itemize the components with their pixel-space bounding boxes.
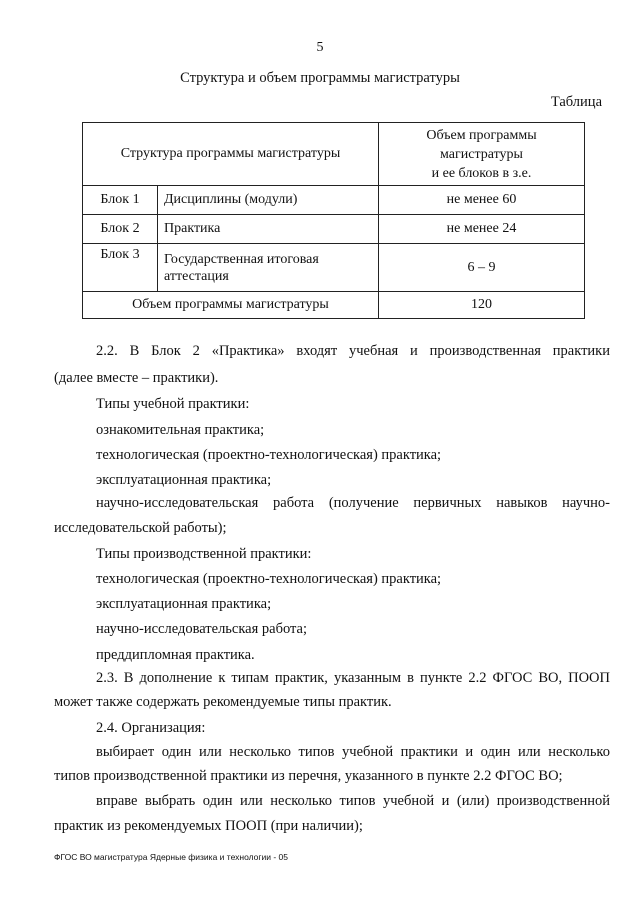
- paragraph-line: 2.4. Организация:: [96, 720, 206, 736]
- block-volume: не менее 60: [379, 186, 585, 215]
- block-name: Дисциплины (модули): [158, 186, 379, 215]
- paragraph-line: практик из рекомендуемых ПООП (при наличии);: [54, 818, 363, 834]
- paragraph-line: преддипломная практика.: [96, 647, 255, 663]
- header-volume: [379, 123, 585, 186]
- block-name-line: аттестация: [164, 268, 229, 284]
- header-structure: Структура программы магистратуры: [83, 123, 379, 186]
- block-id: Блок 3: [83, 244, 158, 292]
- block-volume: 6 – 9: [379, 244, 585, 292]
- paragraph-line: (далее вместе – практики).: [54, 370, 219, 386]
- block-name-line: Государственная итоговая: [164, 251, 319, 267]
- page-footer: ФГОС ВО магистратура Ядерные физика и технологии - 05: [54, 852, 288, 862]
- table-label: Таблица: [550, 94, 602, 110]
- block-id: Блок 1: [83, 186, 158, 215]
- table-title: Структура и объем программы магистратуры: [180, 70, 460, 86]
- block-volume: не менее 24: [379, 215, 585, 244]
- paragraph-line: вправе выбрать один или несколько типов учебной и (или) производственной: [96, 793, 610, 809]
- paragraph-line: типов производственной практики из перечня, указанного в пункте 2.2 ФГОС ВО;: [54, 768, 563, 784]
- paragraph-line: может также содержать рекомендуемые типы практик.: [54, 694, 392, 710]
- paragraph-line: ознакомительная практика;: [96, 422, 265, 438]
- program-structure-table: [82, 122, 585, 319]
- paragraph-line: эксплуатационная практика;: [96, 472, 272, 488]
- table-row: [83, 186, 585, 215]
- block-name: [158, 244, 379, 292]
- paragraph-line: научно-исследовательская работа;: [96, 621, 308, 637]
- total-label: Объем программы магистратуры: [83, 292, 379, 319]
- paragraph-line: Типы учебной практики:: [96, 396, 250, 412]
- paragraph-line: 2.3. В дополнение к типам практик, указанным в пункте 2.2 ФГОС ВО, ПООП: [96, 670, 610, 686]
- block-name: Практика: [158, 215, 379, 244]
- header-volume-line: магистратуры: [440, 146, 523, 162]
- table-row: [83, 215, 585, 244]
- paragraph-line: выбирает один или несколько типов учебной практики и один или несколько: [96, 744, 610, 760]
- paragraph-line: исследовательской работы);: [54, 520, 227, 536]
- block-id: Блок 2: [83, 215, 158, 244]
- paragraph-line: технологическая (проектно-технологическая) практика;: [96, 571, 442, 587]
- page-number: 5: [316, 40, 324, 55]
- table-header-row: [83, 123, 585, 186]
- paragraph-line: эксплуатационная практика;: [96, 596, 272, 612]
- paragraph-line: технологическая (проектно-технологическая) практика;: [96, 447, 442, 463]
- paragraph-line: научно-исследовательская работа (получение первичных навыков научно-: [96, 495, 610, 511]
- paragraph-line: 2.2. В Блок 2 «Практика» входят учебная и производственная практики: [96, 343, 610, 359]
- table-total-row: [83, 292, 585, 319]
- header-volume-line: и ее блоков в з.е.: [431, 165, 532, 181]
- header-volume-line: Объем программы: [426, 127, 537, 143]
- paragraph-line: Типы производственной практики:: [96, 546, 312, 562]
- total-volume: 120: [379, 292, 585, 319]
- table-row: [83, 244, 585, 292]
